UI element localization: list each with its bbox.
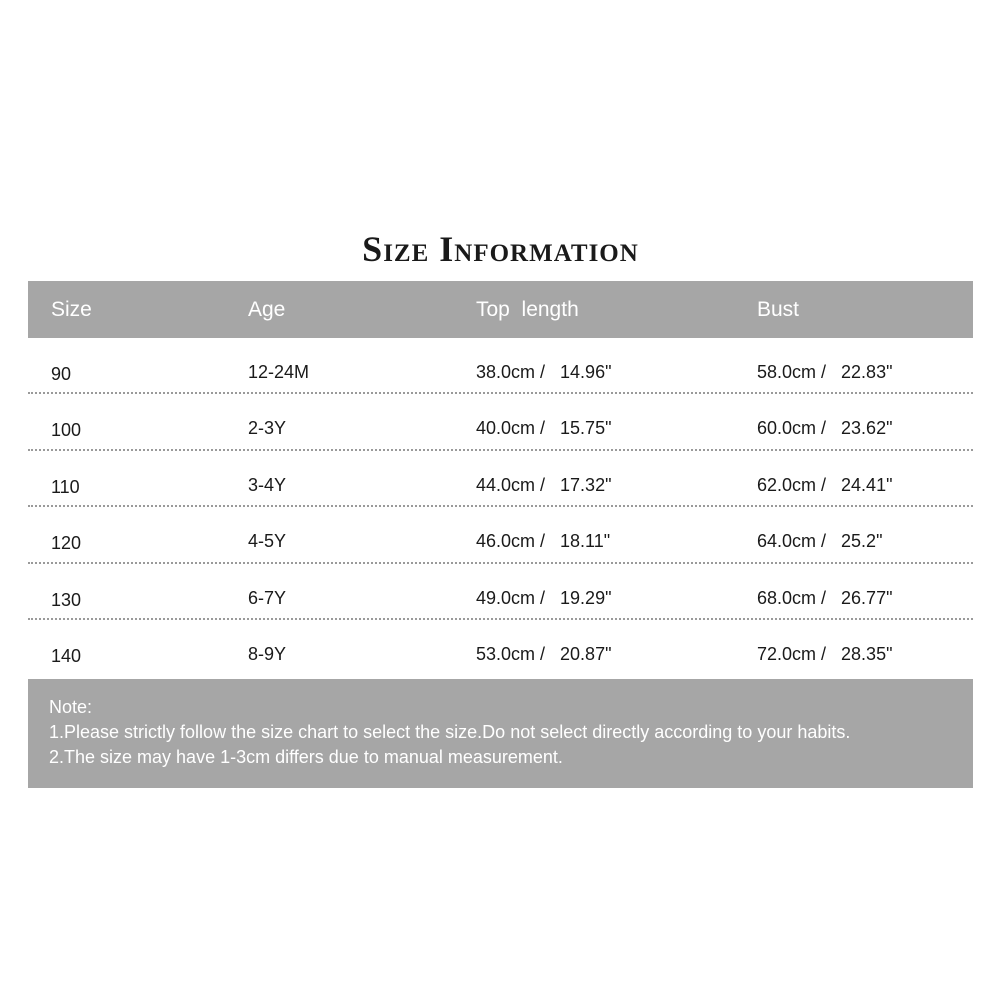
cell-bust: 58.0cm / 22.83" [757, 362, 893, 382]
cell-top-length: 46.0cm / 18.11" [476, 531, 611, 552]
cell-bust: 62.0cm / 24.41" [757, 474, 893, 495]
cell-size: 110 [51, 476, 80, 497]
cell-top-length: 49.0cm / 19.29" [476, 587, 612, 608]
cell-age: 3-4Y [248, 474, 287, 495]
cell-bust: 60.0cm / 23.62" [757, 418, 893, 439]
page-title: Size Information [362, 229, 639, 269]
cell-top-length: 40.0cm / 15.75" [476, 418, 612, 439]
cell-age: 2-3Y [248, 418, 287, 439]
header-size: Size [51, 298, 92, 321]
table-row [28, 394, 973, 450]
header-top-length: Top length [476, 298, 579, 321]
note-line-2: 2.The size may have 1-3cm differs due to manual measurement. [49, 747, 563, 767]
cell-top-length: 38.0cm / 14.96" [476, 362, 612, 382]
cell-age: 4-5Y [248, 531, 287, 552]
cell-bust: 72.0cm / 28.35" [757, 643, 893, 664]
size-table [28, 281, 973, 676]
note-box [28, 679, 973, 788]
table-row [28, 338, 973, 394]
cell-top-length: 44.0cm / 17.32" [476, 474, 612, 495]
header-bust: Bust [757, 298, 800, 321]
cell-top-length: 53.0cm / 20.87" [476, 643, 612, 664]
table-row [28, 451, 973, 507]
cell-bust: 68.0cm / 26.77" [757, 587, 893, 608]
cell-size: 90 [51, 364, 72, 384]
cell-size: 130 [51, 589, 82, 610]
table-row [28, 507, 973, 563]
cell-size: 120 [51, 533, 82, 554]
note-line-1: 1.Please strictly follow the size chart to select the size.Do not select directly according to your habits. [49, 722, 851, 742]
cell-bust: 64.0cm / 25.2" [757, 531, 883, 552]
header-age: Age [248, 298, 286, 321]
note-heading: Note: [49, 697, 93, 717]
cell-age: 8-9Y [248, 643, 287, 664]
cell-size: 140 [51, 645, 82, 666]
cell-age: 6-7Y [248, 587, 287, 608]
table-row [28, 564, 973, 620]
table-row [28, 620, 973, 676]
cell-size: 100 [51, 420, 82, 441]
table-header [28, 281, 973, 338]
cell-age: 12-24M [248, 362, 310, 382]
